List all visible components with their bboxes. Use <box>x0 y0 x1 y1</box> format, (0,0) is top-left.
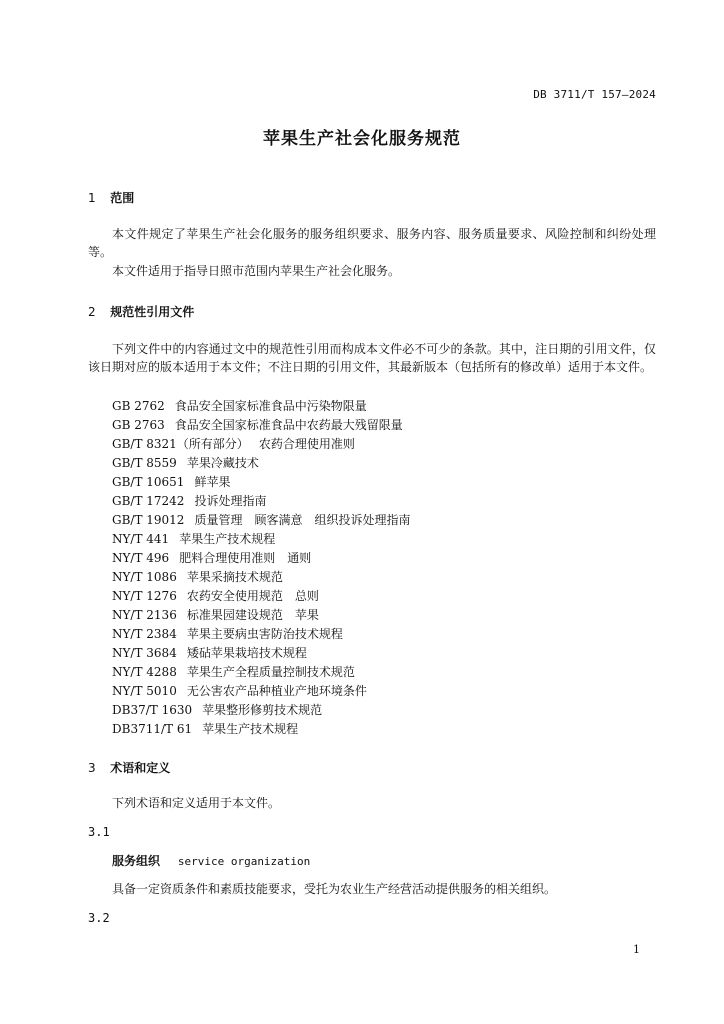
reference-item <box>112 568 410 587</box>
reference-code: GB/T 17242 <box>112 494 185 508</box>
reference-code: GB 2763 <box>112 418 165 432</box>
section-1-heading <box>88 189 134 206</box>
reference-item <box>112 720 410 739</box>
term-english: service organization <box>177 855 311 868</box>
reference-code: GB 2762 <box>112 399 165 413</box>
reference-code: NY/T 1086 <box>112 570 177 584</box>
reference-name: 质量管理 顾客满意 组织投诉处理指南 <box>194 513 411 527</box>
reference-item <box>112 549 410 568</box>
scope-paragraph-1: 本文件规定了苹果生产社会化服务的服务组织要求、服务内容、服务质量要求、风险控制和纠纷处理等。 <box>88 227 656 259</box>
term-definition: 具备一定资质条件和素质技能要求，受托为农业生产经营活动提供服务的相关组织。 <box>112 882 557 896</box>
reference-code: NY/T 4288 <box>112 665 177 679</box>
section-title: 规范性引用文件 <box>110 305 195 319</box>
reference-name: 苹果生产技术规程 <box>202 722 299 736</box>
reference-name: 食品安全国家标准食品中污染物限量 <box>174 399 367 413</box>
term-number: 3.2 <box>88 911 110 925</box>
section-title: 范围 <box>110 191 135 205</box>
reference-code: NY/T 1276 <box>112 589 177 603</box>
reference-code: GB/T 8559 <box>112 456 177 470</box>
reference-code: NY/T 496 <box>112 551 170 565</box>
reference-item <box>112 454 410 473</box>
reference-code: NY/T 5010 <box>112 684 177 698</box>
reference-code: GB/T 19012 <box>112 513 185 527</box>
normative-intro: 下列文件中的内容通过文中的规范性引用而构成本文件必不可少的条款。其中，注日期的引用文件，仅该日期对应的版本适用于本文件；不注日期的引用文件，其最新版本（包括所有的修改单）适用于本文件。 <box>88 342 656 374</box>
reference-code: DB37/T 1630 <box>112 703 193 717</box>
reference-code: NY/T 441 <box>112 532 170 546</box>
reference-code: GB/T 8321（所有部分） <box>112 437 249 451</box>
reference-code: NY/T 2136 <box>112 608 177 622</box>
reference-name: 苹果主要病虫害防治技术规程 <box>186 627 343 641</box>
reference-name: 肥料合理使用准则 通则 <box>179 551 312 565</box>
section-number: 1 <box>88 191 96 205</box>
scope-paragraph-2: 本文件适用于指导日照市范围内苹果生产社会化服务。 <box>112 264 401 278</box>
reference-name: 农药安全使用规范 总则 <box>186 589 319 603</box>
reference-item <box>112 701 410 720</box>
reference-name: 苹果采摘技术规范 <box>186 570 283 584</box>
reference-name: 苹果整形修剪技术规范 <box>202 703 323 717</box>
reference-name: 农药合理使用准则 <box>258 437 355 451</box>
reference-name: 鲜苹果 <box>194 475 231 489</box>
reference-name: 投诉处理指南 <box>194 494 267 508</box>
reference-item <box>112 530 410 549</box>
page-number: 1 <box>633 943 640 956</box>
reference-code: GB/T 10651 <box>112 475 185 489</box>
section-2-heading <box>88 303 194 320</box>
reference-item <box>112 473 410 492</box>
reference-code: NY/T 2384 <box>112 627 177 641</box>
reference-code: NY/T 3684 <box>112 646 177 660</box>
reference-item <box>112 587 410 606</box>
term-chinese: 服务组织 <box>112 854 161 868</box>
term-number: 3.1 <box>88 825 110 839</box>
section-title: 术语和定义 <box>110 761 171 775</box>
reference-item <box>112 625 410 644</box>
reference-item <box>112 416 410 435</box>
reference-name: 苹果生产全程质量控制技术规范 <box>186 665 355 679</box>
reference-name: 苹果冷藏技术 <box>186 456 259 470</box>
section-number: 2 <box>88 305 96 319</box>
reference-item <box>112 435 410 454</box>
reference-name: 矮砧苹果栽培技术规程 <box>186 646 307 660</box>
reference-name: 标准果园建设规范 苹果 <box>186 608 319 622</box>
reference-item <box>112 606 410 625</box>
reference-name: 苹果生产技术规程 <box>179 532 276 546</box>
terms-intro: 下列术语和定义适用于本文件。 <box>112 796 281 810</box>
reference-item <box>112 663 410 682</box>
reference-list <box>112 397 410 739</box>
document-id: DB 3711/T 157—2024 <box>533 88 656 101</box>
reference-item <box>112 511 410 530</box>
term-entry <box>112 852 310 869</box>
section-3-heading <box>88 759 170 776</box>
reference-name: 无公害农产品种植业产地环境条件 <box>186 684 367 698</box>
reference-item <box>112 644 410 663</box>
reference-code: DB3711/T 61 <box>112 722 193 736</box>
reference-item <box>112 492 410 511</box>
reference-item <box>112 397 410 416</box>
document-title: 苹果生产社会化服务规范 <box>263 129 461 149</box>
section-number: 3 <box>88 761 96 775</box>
reference-item <box>112 682 410 701</box>
reference-name: 食品安全国家标准食品中农药最大残留限量 <box>174 418 403 432</box>
